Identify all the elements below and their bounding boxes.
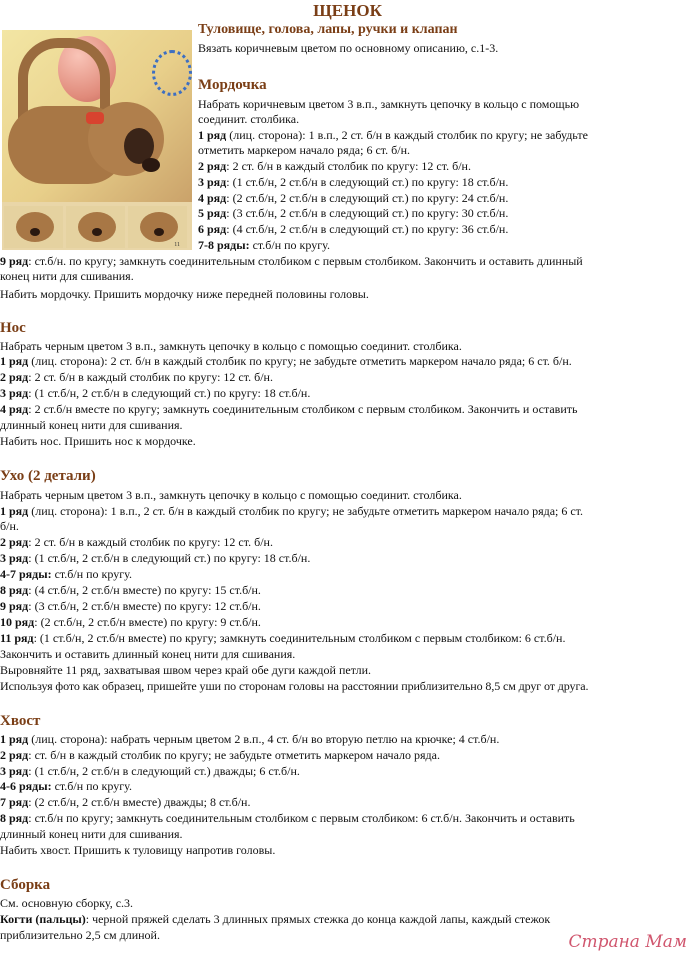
nose-row: 3 ряд: (1 ст.б/н, 2 ст.б/н в следующий ст.) по кругу: 18 ст.б/н.	[0, 386, 311, 400]
thumbnail-photo	[66, 206, 125, 248]
ear-row: 2 ряд: 2 ст. б/н в каждый столбик по кругу: 12 ст. б/н.	[0, 535, 273, 549]
puppy-photo	[2, 30, 192, 250]
muzzle-intro-line: Набрать коричневым цветом 3 в.п., замкнуть цепочку в кольцо с помощью	[198, 97, 580, 111]
ear-row: 10 ряд: (2 ст.б/н, 2 ст.б/н вместе) по кругу: 9 ст.б/н.	[0, 615, 261, 629]
intro-text: Вязать коричневым цветом по основному описанию, с.1-3.	[198, 41, 499, 55]
section-heading-body: Туловище, голова, лапы, ручки и клапан	[198, 22, 458, 37]
assembly-claws-cont: приблизительно 2,5 см длиной.	[0, 928, 160, 942]
ear-row: 4-7 ряды: ст.б/н по кругу.	[0, 567, 132, 581]
page-title: ЩЕНОК	[313, 1, 382, 20]
ear-row-cont: б/н.	[0, 519, 19, 533]
ear-row: 11 ряд: (1 ст.б/н, 2 ст.б/н вместе) по кругу; замкнуть соединительным столбиком с первым столбиком: 6 ст.б/н.	[0, 631, 566, 645]
muzzle-intro-line: соединит. столбика.	[198, 112, 300, 126]
ear-row: 8 ряд: (4 ст.б/н, 2 ст.б/н вместе) по кругу: 15 ст.б/н.	[0, 583, 261, 597]
tail-row: 3 ряд: (1 ст.б/н, 2 ст.б/н в следующий ст.) дважды; 6 ст.б/н.	[0, 764, 300, 778]
tail-row: 8 ряд: ст.б/н по кругу; замкнуть соединительным столбиком с первым столбиком: 6 ст.б/н. Закончить и оставить	[0, 811, 575, 825]
muzzle-row: 7-8 ряды: ст.б/н по кругу.	[198, 238, 330, 252]
muzzle-row: 9 ряд: ст.б/н. по кругу; замкнуть соединительным столбиком с первым столбиком. Закончить и оставить длинный	[0, 254, 583, 268]
nose-row-cont: длинный конец нити для сшивания.	[0, 418, 183, 432]
ear-row: 3 ряд: (1 ст.б/н, 2 ст.б/н в следующий ст.) по кругу: 18 ст.б/н.	[0, 551, 311, 565]
main-photo	[2, 30, 192, 202]
muzzle-row-cont: отметить маркером начало ряда; 6 ст. б/н.	[198, 143, 410, 157]
section-heading-ear: Ухо (2 детали)	[0, 468, 96, 484]
muzzle-finish: Набить мордочку. Пришить мордочку ниже передней половины головы.	[0, 287, 369, 301]
muzzle-row: 1 ряд (лиц. сторона): 1 в.п., 2 ст. б/н в каждый столбик по кругу; не забудьте	[198, 128, 588, 142]
nose-row: 2 ряд: 2 ст. б/н в каждый столбик по кругу: 12 ст. б/н.	[0, 370, 273, 384]
tail-row: 4-6 ряды: ст.б/н по кругу.	[0, 779, 132, 793]
ear-row: 1 ряд (лиц. сторона): 1 в.п., 2 ст. б/н в каждый столбик по кругу; не забудьте отметить маркером начало ряда; 6 ст.	[0, 504, 584, 518]
muzzle-row: 5 ряд: (3 ст.б/н, 2 ст.б/н в следующий ст.) по кругу: 30 ст.б/н.	[198, 206, 509, 220]
nose-row: 1 ряд (лиц. сторона): 2 ст. б/н в каждый столбик по кругу; не забудьте отметить маркером начало ряда; 6 ст. б/н.	[0, 354, 572, 368]
ear-note: Закончить и оставить длинный конец нити для сшивания.	[0, 647, 296, 661]
photo-page-number: 11	[174, 242, 180, 248]
tail-row: 1 ряд (лиц. сторона): набрать черным цветом 2 в.п., 4 ст. б/н во вторую петлю на крючке; 4 ст.б/н.	[0, 732, 500, 746]
nose-finish: Набить нос. Пришить нос к мордочке.	[0, 434, 196, 448]
tail-row: 2 ряд: ст. б/н в каждый столбик по кругу; не забудьте отметить маркером начало ряда.	[0, 748, 440, 762]
section-heading-muzzle: Мордочка	[198, 77, 267, 93]
section-heading-tail: Хвост	[0, 713, 41, 729]
tail-row: 7 ряд: (2 ст.б/н, 2 ст.б/н вместе) дважды; 8 ст.б/н.	[0, 795, 251, 809]
muzzle-row: 2 ряд: 2 ст. б/н в каждый столбик по кругу: 12 ст. б/н.	[198, 159, 471, 173]
tail-finish: Набить хвост. Пришить к туловищу напротив головы.	[0, 843, 276, 857]
assembly-line: См. основную сборку, с.3.	[0, 896, 134, 910]
muzzle-row: 4 ряд: (2 ст.б/н, 2 ст.б/н в следующий ст.) по кругу: 24 ст.б/н.	[198, 191, 509, 205]
ear-note: Используя фото как образец, пришейте уши по сторонам головы на расстоянии приблизительно 8,5 см друг от друга.	[0, 679, 589, 693]
section-heading-nose: Нос	[0, 320, 26, 336]
ear-note: Выровняйте 11 ряд, захватывая швом через край обе дуги каждой петли.	[0, 663, 372, 677]
muzzle-row: 3 ряд: (1 ст.б/н, 2 ст.б/н в следующий ст.) по кругу: 18 ст.б/н.	[198, 175, 509, 189]
nose-row: 4 ряд: 2 ст.б/н вместе по кругу; замкнуть соединительным столбиком с первым столбиком. Закончить и оставить	[0, 402, 578, 416]
section-heading-assembly: Сборка	[0, 877, 51, 893]
tail-row-cont: длинный конец нити для сшивания.	[0, 827, 183, 841]
thumbnail-photo	[4, 206, 63, 248]
muzzle-row: 6 ряд: (4 ст.б/н, 2 ст.б/н в следующий ст.) по кругу: 36 ст.б/н.	[198, 222, 509, 236]
nose-intro: Набрать черным цветом 3 в.п., замкнуть цепочку в кольцо с помощью соединит. столбика.	[0, 339, 462, 353]
assembly-claws: Когти (пальцы): черной пряжей сделать 3 длинных прямых стежка до конца каждой лапы, каждый стежок	[0, 912, 551, 926]
watermark-logo: Страна Мам	[568, 932, 687, 952]
ear-row: 9 ряд: (3 ст.б/н, 2 ст.б/н вместе) по кругу: 12 ст.б/н.	[0, 599, 261, 613]
ear-intro: Набрать черным цветом 3 в.п., замкнуть цепочку в кольцо с помощью соединит. столбика.	[0, 488, 462, 502]
muzzle-row-cont: конец нити для сшивания.	[0, 269, 134, 283]
